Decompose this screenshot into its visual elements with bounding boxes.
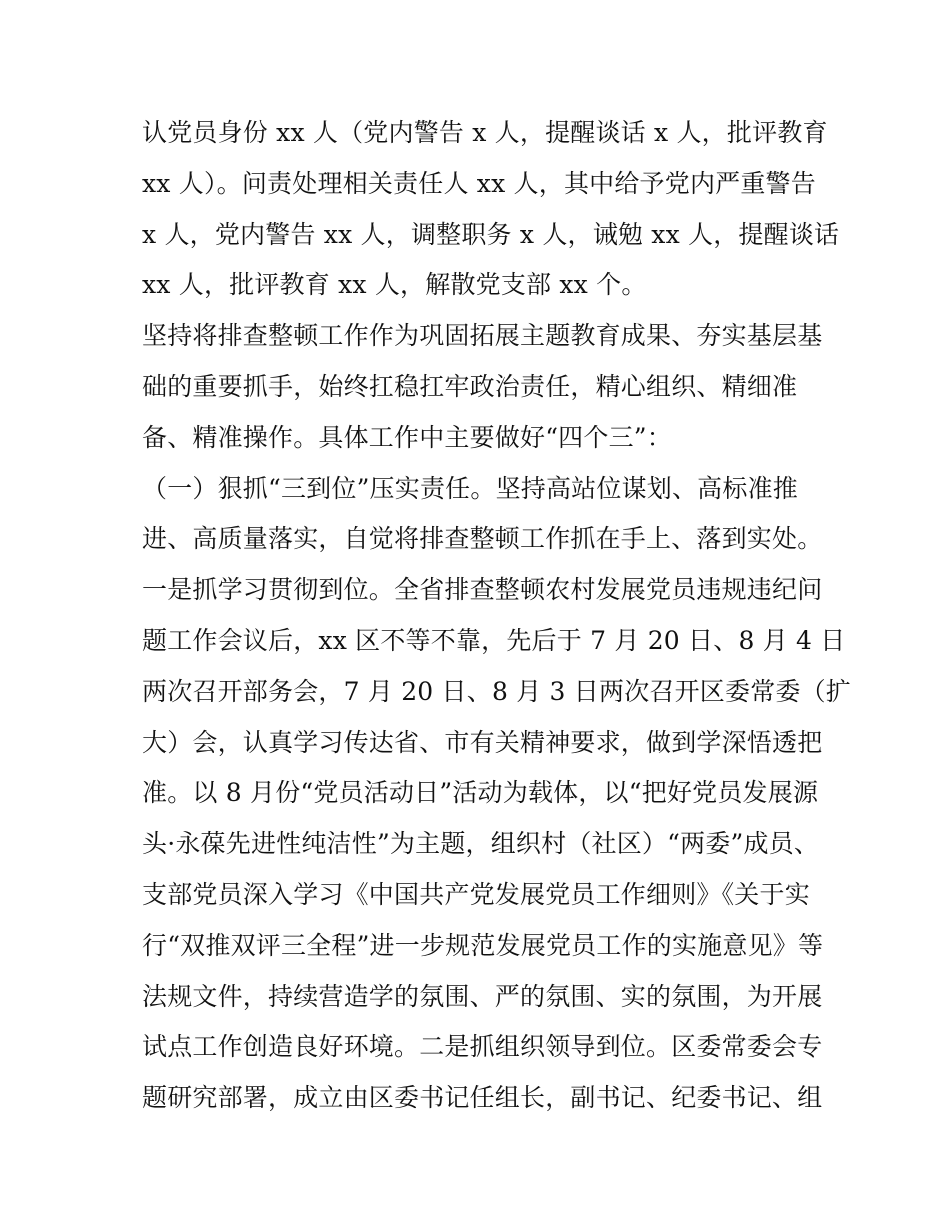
- text-line-11: 题工作会议后，xx 区不等不靠，先后于 7 月 20 日、8 月 4 日: [142, 625, 846, 655]
- text-line-6: 础的重要抓手，始终扛稳扛牢政治责任，精心组织、精细准: [142, 371, 798, 401]
- text-line-15: 头·永葆先进性纯洁性”为主题，组织村（社区）“两委”成员、: [142, 829, 820, 859]
- text-line-20: 题研究部署，成立由区委书记任组长，副书记、纪委书记、组: [142, 1083, 823, 1113]
- text-line-2: xx 人）。问责处理相关责任人 xx 人，其中给予党内严重警告: [142, 168, 816, 198]
- text-line-4: xx 人，批评教育 xx 人，解散党支部 xx 个。: [142, 270, 647, 300]
- text-line-19: 试点工作创造良好环境。二是抓组织领导到位。区委常委会专: [142, 1032, 823, 1062]
- text-line-16: 支部党员深入学习《中国共产党发展党员工作细则》《关于实: [142, 879, 810, 909]
- text-line-3: x 人，党内警告 xx 人，调整职务 x 人，诫勉 xx 人，提醒谈话: [142, 219, 840, 249]
- text-line-13: 大）会，认真学习传达省、市有关精神要求，做到学深悟透把: [142, 727, 823, 757]
- text-line-7: 备、精准操作。具体工作中主要做好“四个三”：: [142, 422, 672, 452]
- text-line-12: 两次召开部务会，7 月 20 日、8 月 3 日两次召开区委常委（扩: [142, 676, 852, 706]
- document-body: [142, 108, 852, 1124]
- text-line-17: 行“双推双评三全程”进一步规范发展党员工作的实施意见》等: [142, 930, 824, 960]
- text-line-5: 坚持将排查整顿工作作为巩固拓展主题教育成果、夯实基层基: [142, 321, 823, 351]
- text-line-18: 法规文件，持续营造学的氛围、严的氛围、实的氛围，为开展: [142, 981, 823, 1011]
- text-line-1: 认党员身份 xx 人（党内警告 x 人，提醒谈话 x 人，批评教育: [142, 118, 828, 147]
- text-line-10: 一是抓学习贯彻到位。全省排查整顿农村发展党员违规违纪问: [142, 575, 823, 605]
- text-line-8: （一）狠抓“三到位”压实责任。坚持高站位谋划、高标准推: [142, 473, 798, 503]
- text-line-14: 准。以 8 月份“党员活动日”活动为载体，以“把好党员发展源: [142, 778, 819, 808]
- text-line-9: 进、高质量落实，自觉将排查整顿工作抓在手上、落到实处。: [142, 524, 823, 554]
